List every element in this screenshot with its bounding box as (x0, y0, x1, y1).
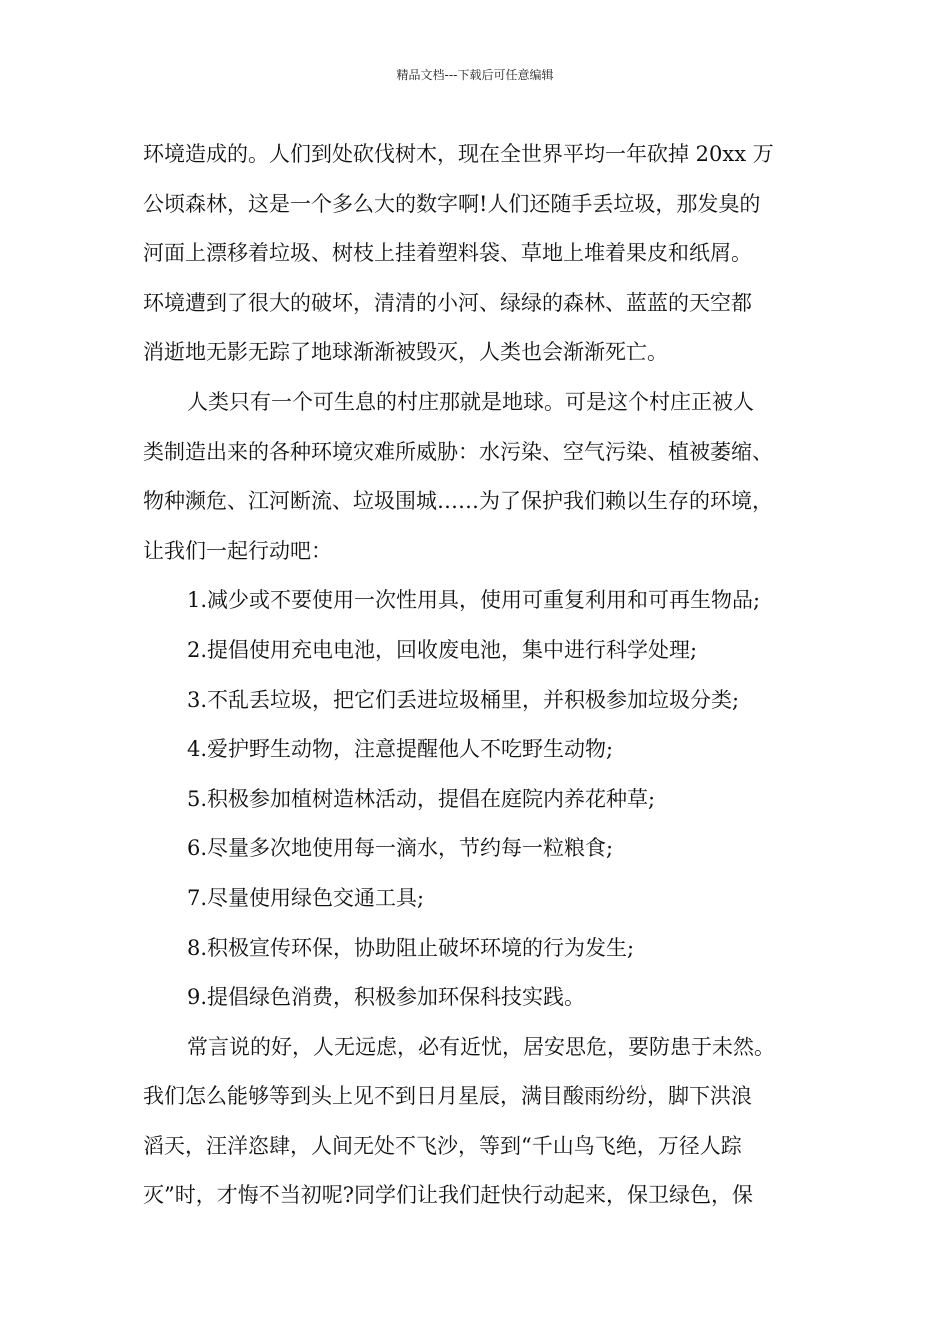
text-line: 环境造成的。人们到处砍伐树木，现在全世界平均一年砍掉 20xx 万 (143, 142, 774, 166)
text-line: 灭”时，才悔不当初呢?同学们让我们赶快行动起来，保卫绿色，保 (143, 1183, 753, 1208)
list-item: 1.减少或不要使用一次性用具，使用可重复利用和可再生物品; (187, 588, 761, 613)
page-header: 精品文档---下载后可任意编辑 (396, 68, 554, 82)
list-item: 7.尽量使用绿色交通工具; (187, 885, 425, 910)
text-line: 常言说的好，人无远虑，必有近忧，居安思危，要防患于未然。 (187, 1034, 775, 1059)
text-line: 消逝地无影无踪了地球渐渐被毁灭，人类也会渐渐死亡。 (143, 340, 668, 365)
document-body (143, 130, 823, 1221)
text-line: 滔天，汪洋恣肆，人间无处不飞沙，等到“千山鸟飞绝，万径人踪 (143, 1133, 742, 1158)
text-line: 公顷森林，这是一个多么大的数字啊!人们还随手丢垃圾，那发臭的 (143, 191, 761, 216)
list-item: 6.尽量多次地使用每一滴水，节约每一粒粮食; (187, 836, 614, 861)
text-line: 类制造出来的各种环境灾难所威胁：水污染、空气污染、植被萎缩、 (143, 439, 773, 464)
list-item: 2.提倡使用充电电池，回收废电池，集中进行科学处理; (187, 637, 698, 662)
text-line: 环境遭到了很大的破坏，清清的小河、绿绿的森林、蓝蓝的天空都 (143, 290, 752, 315)
list-item: 5.积极参加植树造林活动，提倡在庭院内养花种草; (187, 786, 656, 811)
text-line: 让我们一起行动吧： (143, 538, 332, 563)
list-item: 4.爱护野生动物，注意提醒他人不吃野生动物; (187, 737, 614, 762)
list-item: 9.提倡绿色消费，积极参加环保科技实践。 (187, 985, 586, 1010)
list-item: 3.不乱丢垃圾，把它们丢进垃圾桶里，并积极参加垃圾分类; (187, 687, 740, 712)
text-line: 物种濒危、江河断流、垃圾围城……为了保护我们赖以生存的环境， (143, 489, 773, 514)
text-line: 我们怎么能够等到头上见不到日月星辰，满目酸雨纷纷，脚下洪浪 (143, 1084, 752, 1109)
text-line: 河面上漂移着垃圾、树枝上挂着塑料袋、草地上堆着果皮和纸屑。 (143, 241, 752, 266)
text-line: 人类只有一个可生息的村庄那就是地球。可是这个村庄正被人 (187, 389, 754, 414)
list-item: 8.积极宣传环保，协助阻止破坏环境的行为发生; (187, 935, 635, 960)
